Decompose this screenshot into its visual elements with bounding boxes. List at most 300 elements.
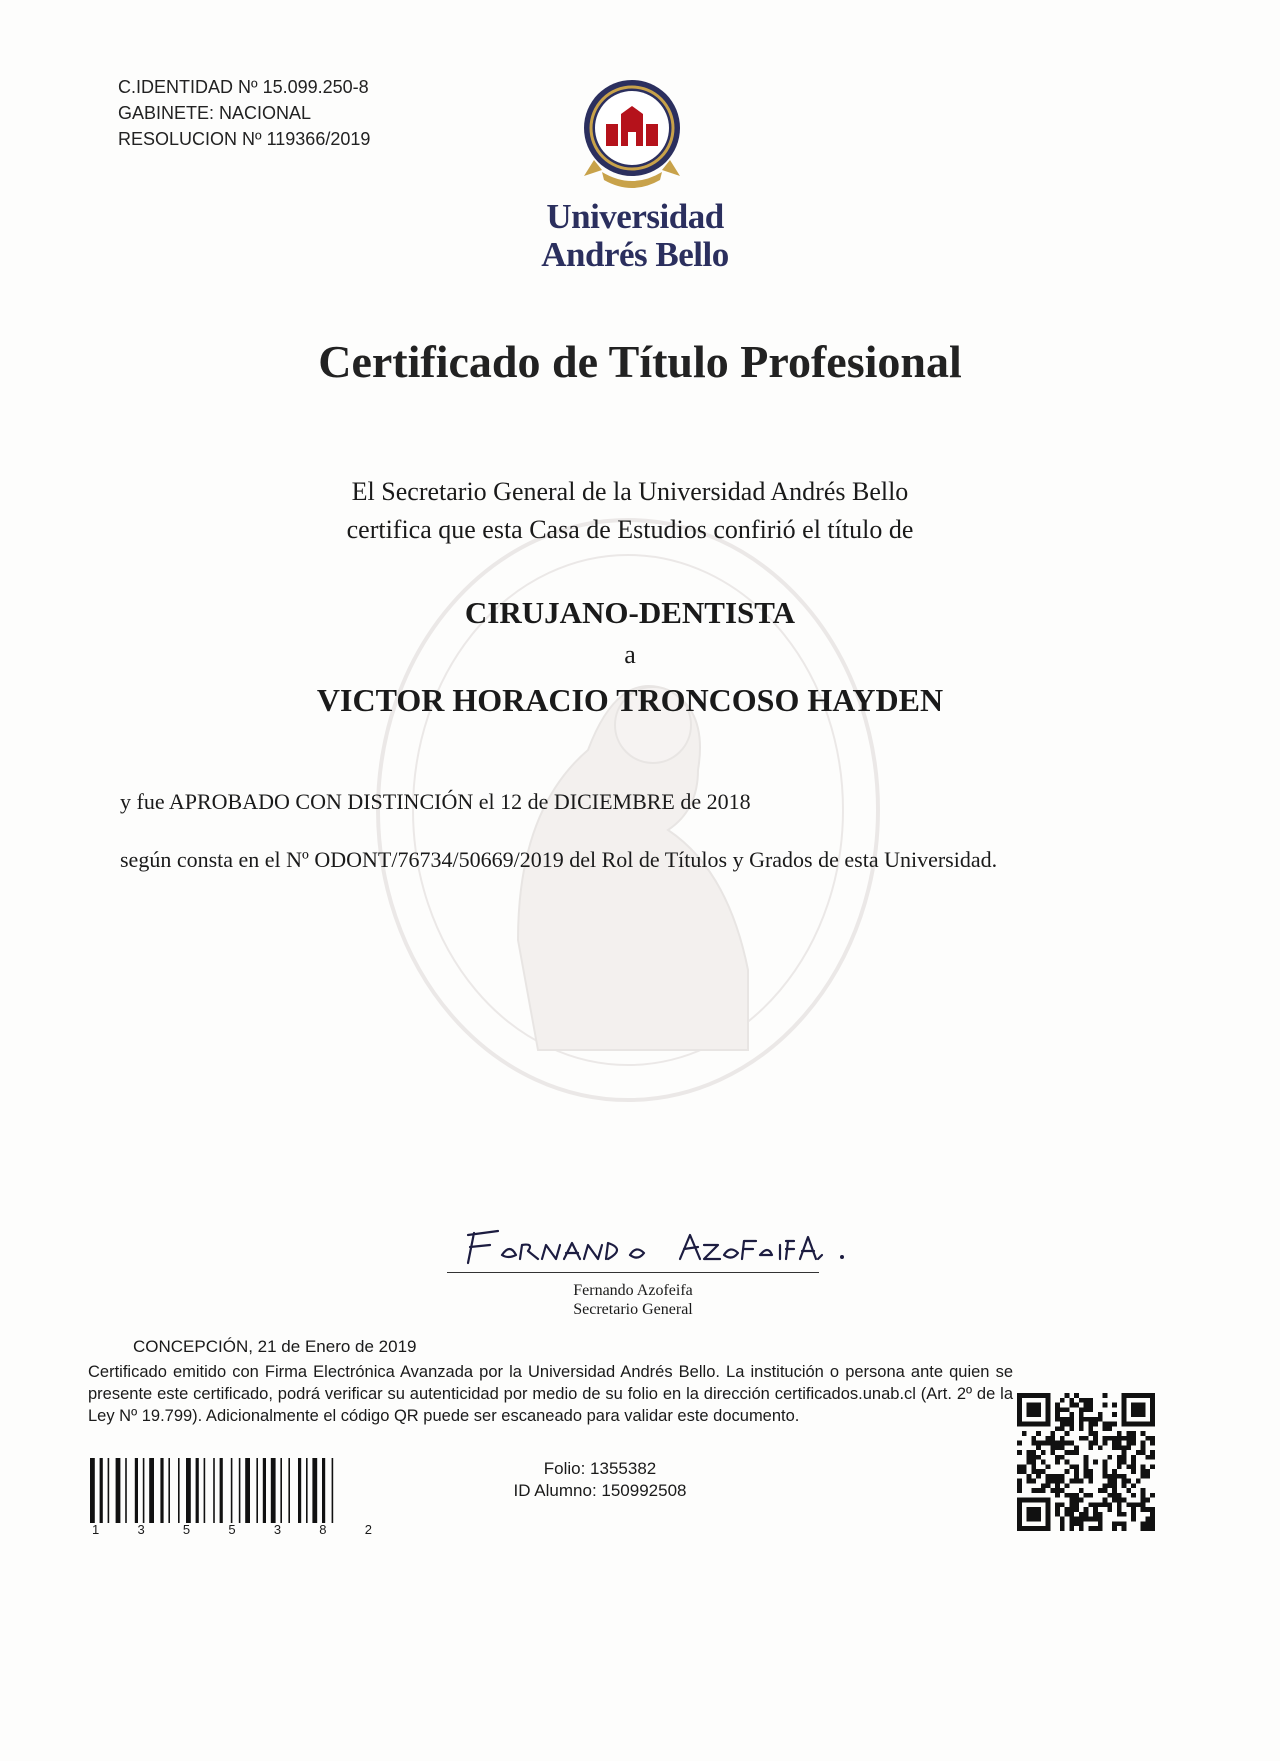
qr-module (1150, 1526, 1155, 1531)
qr-module (1036, 1455, 1041, 1460)
qr-module (1036, 1488, 1041, 1493)
qr-module (1050, 1431, 1055, 1436)
qr-module (1145, 1393, 1150, 1398)
qr-module (1069, 1398, 1074, 1403)
qr-module (1103, 1483, 1108, 1488)
certificate-title: Certificado de Título Profesional (318, 336, 962, 387)
qr-module (1065, 1493, 1070, 1498)
qr-module (1098, 1512, 1103, 1517)
qr-module (1060, 1526, 1065, 1531)
qr-module (1136, 1403, 1141, 1408)
barcode-bar (100, 1458, 103, 1523)
qr-module (1074, 1393, 1079, 1398)
qr-module (1117, 1521, 1122, 1526)
qr-module (1150, 1507, 1155, 1512)
signatory-block (447, 1281, 819, 1319)
barcode-bar (332, 1458, 334, 1523)
qr-module (1150, 1436, 1155, 1441)
qr-module (1055, 1502, 1060, 1507)
qr-module (1079, 1526, 1084, 1531)
qr-module (1055, 1493, 1060, 1498)
qr-module (1122, 1455, 1127, 1460)
qr-module (1093, 1441, 1098, 1446)
qr-module (1150, 1521, 1155, 1526)
qr-module (1022, 1393, 1027, 1398)
barcode-digit: 1 (92, 1522, 100, 1537)
qr-module (1027, 1455, 1032, 1460)
qr-module (1060, 1422, 1065, 1427)
qr-module (1126, 1479, 1131, 1484)
qr-module (1036, 1441, 1041, 1446)
qr-module (1041, 1460, 1046, 1465)
qr-module (1017, 1521, 1022, 1526)
qr-module (1065, 1417, 1070, 1422)
qr-module (1126, 1431, 1131, 1436)
handwritten-signature (450, 1215, 860, 1285)
qr-module (1131, 1393, 1136, 1398)
qr-module (1112, 1412, 1117, 1417)
qr-module (1074, 1498, 1079, 1503)
qr-module (1060, 1436, 1065, 1441)
qr-module (1041, 1498, 1046, 1503)
student-id: ID Alumno: 150992508 (513, 1481, 687, 1500)
qr-module (1079, 1426, 1084, 1431)
qr-module (1046, 1512, 1051, 1517)
qr-module (1117, 1507, 1122, 1512)
barcode-bar (220, 1458, 223, 1523)
qr-module (1074, 1493, 1079, 1498)
qr-module (1036, 1422, 1041, 1427)
qr-module (1065, 1460, 1070, 1465)
qr-module (1136, 1450, 1141, 1455)
qr-module (1036, 1412, 1041, 1417)
qr-module (1031, 1422, 1036, 1427)
qr-module (1112, 1493, 1117, 1498)
qr-module (1126, 1422, 1131, 1427)
qr-module (1122, 1474, 1127, 1479)
qr-module (1122, 1521, 1127, 1526)
qr-module (1141, 1469, 1146, 1474)
qr-module (1041, 1483, 1046, 1488)
qr-module (1093, 1422, 1098, 1427)
qr-module (1122, 1393, 1127, 1398)
qr-module (1069, 1502, 1074, 1507)
qr-module (1046, 1436, 1051, 1441)
barcode-bar (322, 1458, 325, 1523)
qr-module (1050, 1436, 1055, 1441)
qr-module (1150, 1450, 1155, 1455)
qr-module (1065, 1512, 1070, 1517)
qr-module (1069, 1417, 1074, 1422)
qr-module (1065, 1469, 1070, 1474)
qr-module (1141, 1407, 1146, 1412)
qr-module (1107, 1493, 1112, 1498)
qr-module (1060, 1502, 1065, 1507)
qr-module (1103, 1426, 1108, 1431)
record-statement: según consta en el Nº ODONT/76734/50669/2019 del Rol de Títulos y Grados de esta Universidad. (120, 847, 998, 872)
qr-module (1079, 1398, 1084, 1403)
qr-module (1107, 1436, 1112, 1441)
qr-module (1069, 1426, 1074, 1431)
qr-module (1117, 1431, 1122, 1436)
qr-module (1145, 1455, 1150, 1460)
qr-module (1093, 1502, 1098, 1507)
qr-module (1017, 1398, 1022, 1403)
qr-module (1126, 1488, 1131, 1493)
qr-module (1060, 1488, 1065, 1493)
folio-number: Folio: 1355382 (543, 1459, 657, 1478)
qr-module (1150, 1412, 1155, 1417)
qr-module (1141, 1526, 1146, 1531)
qr-module (1046, 1517, 1051, 1522)
qr-module (1027, 1507, 1032, 1512)
qr-module (1084, 1469, 1089, 1474)
qr-module (1055, 1407, 1060, 1412)
qr-module (1122, 1512, 1127, 1517)
qr-module (1017, 1526, 1022, 1531)
qr-module (1131, 1512, 1136, 1517)
qr-module (1046, 1502, 1051, 1507)
qr-module (1103, 1393, 1108, 1398)
qr-module (1098, 1521, 1103, 1526)
qr-module (1069, 1422, 1074, 1427)
qr-module (1055, 1512, 1060, 1517)
qr-module (1122, 1412, 1127, 1417)
qr-module (1017, 1488, 1022, 1493)
qr-module (1036, 1498, 1041, 1503)
qr-module (1079, 1407, 1084, 1412)
qr-module (1055, 1441, 1060, 1446)
qr-module (1065, 1441, 1070, 1446)
qr-module (1079, 1479, 1084, 1484)
qr-module (1079, 1436, 1084, 1441)
qr-module (1122, 1526, 1127, 1531)
qr-module (1141, 1412, 1146, 1417)
barcode-bar (245, 1458, 250, 1523)
qr-module (1112, 1474, 1117, 1479)
qr-module (1074, 1521, 1079, 1526)
qr-module (1117, 1455, 1122, 1460)
qr-module (1017, 1479, 1022, 1484)
barcode-bar (160, 1458, 163, 1523)
qr-module (1031, 1512, 1036, 1517)
qr-module (1055, 1483, 1060, 1488)
qr-module (1122, 1450, 1127, 1455)
barcode-bar (306, 1458, 308, 1523)
qr-module (1098, 1412, 1103, 1417)
barcode-bar (231, 1458, 233, 1523)
qr-module (1069, 1493, 1074, 1498)
qr-module (1050, 1479, 1055, 1484)
qr-module (1041, 1450, 1046, 1455)
qr-module (1046, 1474, 1051, 1479)
qr-module (1027, 1407, 1032, 1412)
barcode-bar (178, 1458, 180, 1523)
signatory-name: Fernando Azofeifa (573, 1282, 693, 1299)
qr-module (1112, 1483, 1117, 1488)
barcode-bar (186, 1458, 191, 1523)
qr-module (1022, 1526, 1027, 1531)
qr-module (1107, 1507, 1112, 1512)
qr-module (1131, 1460, 1136, 1465)
qr-module (1074, 1464, 1079, 1469)
qr-module (1084, 1398, 1089, 1403)
qr-module (1136, 1502, 1141, 1507)
qr-module (1126, 1464, 1131, 1469)
qr-module (1022, 1431, 1027, 1436)
qr-module (1145, 1526, 1150, 1531)
qr-module (1017, 1441, 1022, 1446)
qr-module (1055, 1455, 1060, 1460)
qr-module (1031, 1450, 1036, 1455)
qr-module (1112, 1521, 1117, 1526)
qr-module (1027, 1526, 1032, 1531)
qr-module (1122, 1422, 1127, 1427)
qr-module (1022, 1498, 1027, 1503)
qr-module (1031, 1507, 1036, 1512)
qr-module (1046, 1483, 1051, 1488)
qr-module (1112, 1403, 1117, 1408)
qr-code-icon[interactable] (1017, 1393, 1155, 1531)
qr-module (1055, 1426, 1060, 1431)
qr-module (1141, 1441, 1146, 1446)
qr-module (1141, 1521, 1146, 1526)
barcode-bar (168, 1458, 170, 1523)
qr-module (1055, 1474, 1060, 1479)
qr-module (1041, 1422, 1046, 1427)
qr-module (1107, 1474, 1112, 1479)
qr-module (1050, 1441, 1055, 1446)
qr-module (1088, 1417, 1093, 1422)
qr-module (1117, 1460, 1122, 1465)
qr-module (1150, 1455, 1155, 1460)
qr-module (1055, 1507, 1060, 1512)
qr-module (1017, 1417, 1022, 1422)
qr-module (1036, 1469, 1041, 1474)
qr-module (1031, 1441, 1036, 1446)
qr-module (1041, 1469, 1046, 1474)
qr-module (1112, 1441, 1117, 1446)
qr-module (1103, 1464, 1108, 1469)
qr-module (1088, 1526, 1093, 1531)
qr-module (1122, 1483, 1127, 1488)
qr-module (1055, 1488, 1060, 1493)
qr-module (1069, 1479, 1074, 1484)
qr-module (1027, 1412, 1032, 1417)
qr-module (1093, 1517, 1098, 1522)
qr-module (1022, 1422, 1027, 1427)
barcode-bar (135, 1458, 138, 1523)
qr-module (1093, 1417, 1098, 1422)
qr-module (1069, 1441, 1074, 1446)
qr-module (1117, 1502, 1122, 1507)
qr-module (1050, 1488, 1055, 1493)
qr-module (1145, 1422, 1150, 1427)
qr-module (1022, 1464, 1027, 1469)
barcode-bar (280, 1458, 282, 1523)
qr-module (1103, 1488, 1108, 1493)
qr-module (1079, 1412, 1084, 1417)
qr-module (1103, 1498, 1108, 1503)
qr-module (1131, 1403, 1136, 1408)
qr-module (1060, 1455, 1065, 1460)
qr-module (1112, 1445, 1117, 1450)
barcode-digit: 3 (137, 1522, 145, 1537)
qr-module (1088, 1502, 1093, 1507)
qr-module (1055, 1403, 1060, 1408)
barcode-bar (271, 1458, 276, 1523)
qr-module (1031, 1498, 1036, 1503)
qr-module (1131, 1493, 1136, 1498)
qr-module (1122, 1479, 1127, 1484)
qr-module (1074, 1445, 1079, 1450)
qr-module (1027, 1474, 1032, 1479)
qr-module (1065, 1407, 1070, 1412)
qr-module (1055, 1479, 1060, 1484)
qr-module (1017, 1512, 1022, 1517)
qr-module (1074, 1517, 1079, 1522)
qr-module (1141, 1450, 1146, 1455)
qr-module (1150, 1517, 1155, 1522)
qr-module (1069, 1517, 1074, 1522)
qr-module (1084, 1517, 1089, 1522)
qr-module (1084, 1403, 1089, 1408)
qr-module (1145, 1469, 1150, 1474)
qr-module (1046, 1422, 1051, 1427)
header-identifiers (118, 74, 370, 152)
qr-module (1084, 1474, 1089, 1479)
qr-module (1027, 1479, 1032, 1484)
signature-text: FERNANDO AZOFEIFA. (450, 1215, 461, 1216)
barcode-digits (88, 1522, 376, 1537)
qr-module (1046, 1526, 1051, 1531)
qr-module (1074, 1403, 1079, 1408)
qr-module (1017, 1502, 1022, 1507)
qr-module (1084, 1455, 1089, 1460)
qr-module (1074, 1502, 1079, 1507)
qr-module (1017, 1412, 1022, 1417)
qr-module (1017, 1507, 1022, 1512)
qr-module (1126, 1445, 1131, 1450)
qr-module (1069, 1512, 1074, 1517)
qr-module (1112, 1436, 1117, 1441)
qr-module (1150, 1398, 1155, 1403)
qr-module (1027, 1517, 1032, 1522)
qr-module (1122, 1407, 1127, 1412)
qr-module (1117, 1493, 1122, 1498)
qr-module (1112, 1479, 1117, 1484)
qr-module (1079, 1498, 1084, 1503)
barcode-digit: 3 (273, 1522, 282, 1537)
qr-module (1036, 1517, 1041, 1522)
qr-module (1069, 1464, 1074, 1469)
qr-module (1117, 1436, 1122, 1441)
qr-module (1107, 1422, 1112, 1427)
qr-module (1088, 1493, 1093, 1498)
approval-statement: y fue APROBADO CON DISTINCIÓN el 12 de DICIEMBRE de 2018 (120, 789, 751, 814)
qr-module (1041, 1488, 1046, 1493)
qr-module (1141, 1393, 1146, 1398)
qr-module (1131, 1441, 1136, 1446)
qr-module (1079, 1422, 1084, 1427)
qr-module (1017, 1422, 1022, 1427)
qr-module (1088, 1403, 1093, 1408)
qr-module (1141, 1431, 1146, 1436)
qr-module (1103, 1469, 1108, 1474)
qr-module (1088, 1445, 1093, 1450)
qr-module (1017, 1498, 1022, 1503)
qr-module (1027, 1512, 1032, 1517)
qr-module (1093, 1526, 1098, 1531)
qr-module (1074, 1450, 1079, 1455)
qr-module (1046, 1393, 1051, 1398)
qr-module (1022, 1469, 1027, 1474)
qr-module (1036, 1512, 1041, 1517)
university-name-line1: Universidad (546, 197, 724, 236)
qr-module (1107, 1455, 1112, 1460)
qr-module (1141, 1498, 1146, 1503)
qr-module (1084, 1407, 1089, 1412)
qr-module (1050, 1474, 1055, 1479)
qr-module (1126, 1502, 1131, 1507)
qr-module (1031, 1412, 1036, 1417)
qr-module (1122, 1498, 1127, 1503)
qr-module (1098, 1517, 1103, 1522)
qr-module (1041, 1526, 1046, 1531)
qr-module (1060, 1445, 1065, 1450)
qr-module (1084, 1512, 1089, 1517)
qr-module (1055, 1445, 1060, 1450)
qr-module (1145, 1517, 1150, 1522)
qr-module (1027, 1422, 1032, 1427)
qr-module (1031, 1393, 1036, 1398)
qr-module (1060, 1474, 1065, 1479)
qr-module (1046, 1407, 1051, 1412)
qr-module (1027, 1498, 1032, 1503)
qr-module (1107, 1479, 1112, 1484)
qr-module (1103, 1436, 1108, 1441)
qr-module (1079, 1521, 1084, 1526)
qr-module (1036, 1403, 1041, 1408)
qr-module (1098, 1445, 1103, 1450)
cabinet: GABINETE: NACIONAL (118, 103, 312, 123)
university-name-line2: Andrés Bello (541, 235, 729, 274)
barcode-digit: 2 (364, 1522, 372, 1537)
qr-module (1112, 1526, 1117, 1531)
qr-module (1069, 1450, 1074, 1455)
qr-module (1079, 1517, 1084, 1522)
barcode-bar (288, 1458, 290, 1523)
qr-module (1126, 1393, 1131, 1398)
recipient-name: VICTOR HORACIO TRONCOSO HAYDEN (316, 682, 944, 718)
qr-module (1098, 1502, 1103, 1507)
barcode-bar (143, 1458, 145, 1523)
qr-module (1069, 1412, 1074, 1417)
qr-module (1131, 1407, 1136, 1412)
qr-module (1107, 1483, 1112, 1488)
barcode-bar (149, 1458, 154, 1523)
qr-module (1131, 1502, 1136, 1507)
qr-module (1150, 1403, 1155, 1408)
barcode-digit: 5 (228, 1522, 236, 1537)
qr-module (1141, 1502, 1146, 1507)
qr-module (1036, 1407, 1041, 1412)
qr-module (1041, 1393, 1046, 1398)
qr-module (1088, 1517, 1093, 1522)
degree-title: CIRUJANO-DENTISTA (464, 595, 796, 630)
qr-module (1027, 1393, 1032, 1398)
qr-module (1069, 1498, 1074, 1503)
